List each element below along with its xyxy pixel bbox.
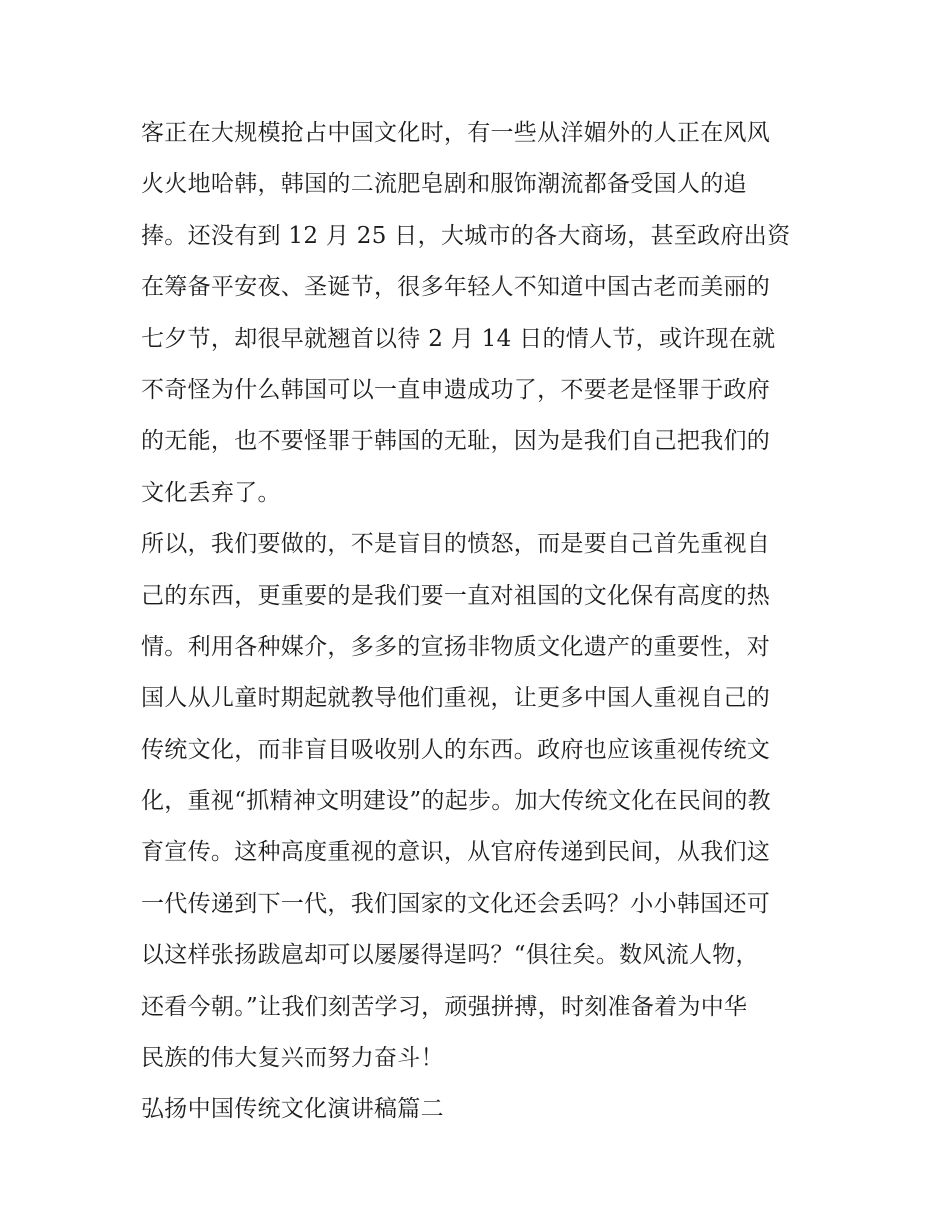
text-line: 文化丢弃了。 [141, 479, 281, 506]
text-line: 所以，我们要做的，不是盲目的愤怒，而是要自己首先重视自 [141, 531, 771, 558]
text-line: 己的东西，更重要的是我们要一直对祖国的文化保有高度的热 [141, 582, 771, 609]
text-line: 不奇怪为什么韩国可以一直申遗成功了，不要老是怪罪于政府 [141, 376, 771, 403]
text-line: 国人从儿童时期起就教导他们重视，让更多中国人重视自己的 [141, 685, 771, 712]
text-line: 捧。还没有到 12 月 25 日，大城市的各大商场，甚至政府出资 [141, 222, 791, 249]
text-line: 一代传递到下一代，我们国家的文化还会丢吗？小小韩国还可 [141, 890, 771, 917]
text-line: 火火地哈韩，韩国的二流肥皂剧和服饰潮流都备受国人的追 [141, 171, 747, 198]
text-line: 民族的伟大复兴而努力奋斗！ [141, 1045, 444, 1072]
text-line: 化，重视“抓精神文明建设”的起步。加大传统文化在民间的教 [141, 788, 771, 815]
text-line: 以这样张扬跋扈却可以屡屡得逞吗？“俱往矣。数风流人物， [141, 942, 759, 969]
text-line: 还看今朝。”让我们刻苦学习，顽强拼搏，时刻准备着为中华 [141, 993, 748, 1020]
text-line: 传统文化，而非盲目吸收别人的东西。政府也应该重视传统文 [141, 736, 771, 763]
section-heading: 弘扬中国传统文化演讲稿篇二 [141, 1096, 444, 1123]
text-line: 七夕节，却很早就翘首以待 2 月 14 日的情人节，或许现在就 [141, 325, 776, 352]
text-line: 育宣传。这种高度重视的意识，从官府传递到民间，从我们这 [141, 839, 771, 866]
body-text [141, 108, 821, 1136]
text-line: 情。利用各种媒介，多多的宣扬非物质文化遗产的重要性，对 [141, 633, 771, 660]
text-line: 的无能，也不要怪罪于韩国的无耻，因为是我们自己把我们的 [141, 428, 771, 455]
text-line: 在筹备平安夜、圣诞节，很多年轻人不知道中国古老而美丽的 [141, 274, 771, 301]
text-line: 客正在大规模抢占中国文化时，有一些从洋媚外的人正在风风 [141, 120, 771, 146]
